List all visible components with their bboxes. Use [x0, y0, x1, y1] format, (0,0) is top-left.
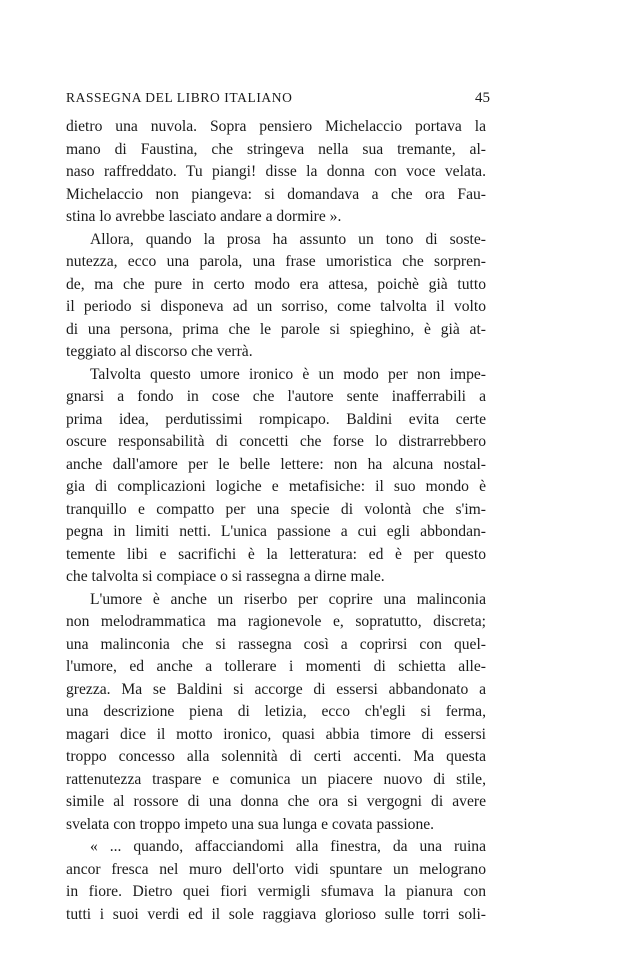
text-line: naso raffreddato. Tu piangi! disse la donna con voce velata.	[66, 163, 486, 180]
page-number: 45	[475, 90, 490, 106]
text-line: che talvolta si compiace o si rassegna a dirne male.	[66, 568, 385, 585]
text-line: in fiore. Dietro quei fiori vermigli sfumava la pianura con	[66, 883, 486, 900]
text-line: tutti i suoi verdi ed il sole raggiava glorioso sulle torri soli-	[66, 905, 486, 923]
text-line: grezza. Ma se Baldini si accorge di essersi abbandonato a	[66, 680, 486, 698]
text-line: temente libi e sacrifichi è la letteratura: ed è per questo	[66, 545, 486, 563]
text-line: Talvolta questo umore ironico è un modo per non impe-	[90, 365, 486, 383]
text-line: gnarsi a fondo in cose che l'autore sente inafferrabili a	[66, 388, 486, 405]
paragraph	[66, 229, 486, 364]
paragraph	[66, 364, 486, 589]
text-line: magari dice il motto ironico, quasi abbia timore di essersi	[66, 725, 486, 743]
text-line: l'umore, ed anche a tollerare i momenti di schietta alle-	[66, 658, 486, 675]
paragraph	[66, 116, 486, 229]
text-line: ancor fresca nel muro dell'orto vidi spuntare un melograno	[66, 860, 486, 878]
paragraph	[66, 589, 486, 837]
text-line: svelata con troppo impeto una sua lunga e covata passione.	[66, 815, 435, 833]
text-line: di una persona, prima che le parole si spieghino, è già at-	[66, 320, 486, 338]
text-line: « ... quando, affacciandomi alla finestra, da una ruina	[90, 838, 486, 855]
text-line: non melodrammatica ma ragionevole e, sopratutto, discreta;	[66, 613, 486, 630]
body-text	[66, 116, 486, 926]
text-line: troppo concesso alla solennità di certi accenti. Ma questa	[66, 748, 486, 765]
text-line: rattenutezza traspare e comunica un piacere nuovo di stile,	[66, 770, 486, 788]
page-header	[66, 90, 490, 107]
text-line: dietro una nuvola. Sopra pensiero Michelaccio portava la	[66, 118, 486, 135]
text-line: L'umore è anche un riserbo per coprire una malinconia	[90, 590, 486, 608]
text-line: gia di complicazioni logiche e metafisiche: il suo mondo è	[66, 478, 486, 495]
text-line: Allora, quando la prosa ha assunto un tono di soste-	[90, 230, 486, 248]
text-line: pegna in limiti netti. L'unica passione a cui egli abbondan-	[66, 523, 486, 540]
text-line: tranquillo e compatto per una specie di volontà che s'im-	[66, 500, 486, 518]
text-line: mano di Faustina, che stringeva nella sua tremante, al-	[66, 140, 486, 158]
paragraph	[66, 836, 486, 926]
text-line: simile al rossore di una donna che ora si vergogni di avere	[66, 793, 486, 810]
text-line: Michelaccio non piangeva: si domandava a che ora Fau-	[66, 185, 486, 203]
text-line: una descrizione piena di letizia, ecco ch'egli si ferma,	[66, 703, 486, 720]
text-line: teggiato al discorso che verrà.	[66, 343, 253, 360]
text-line: prima idea, perdutissimi rompicapo. Baldini evita certe	[66, 410, 486, 428]
text-line: una malinconia che si rassegna così a coprirsi con quel-	[66, 635, 486, 653]
text-line: oscure responsabilità di concetti che forse lo distrarrebbero	[66, 433, 486, 450]
text-line: de, ma che pure in certo modo era attesa, poichè già tutto	[66, 275, 486, 293]
text-line: nutezza, ecco una parola, una frase umoristica che sorpren-	[66, 253, 486, 270]
text-line: anche dall'amore per le belle lettere: non ha alcuna nostal-	[66, 455, 486, 473]
running-title: RASSEGNA DEL LIBRO ITALIANO	[66, 90, 293, 105]
text-line: stina lo avrebbe lasciato andare a dormire ».	[66, 208, 342, 225]
text-line: il periodo si disponeva ad un sorriso, come talvolta il volto	[66, 298, 486, 315]
